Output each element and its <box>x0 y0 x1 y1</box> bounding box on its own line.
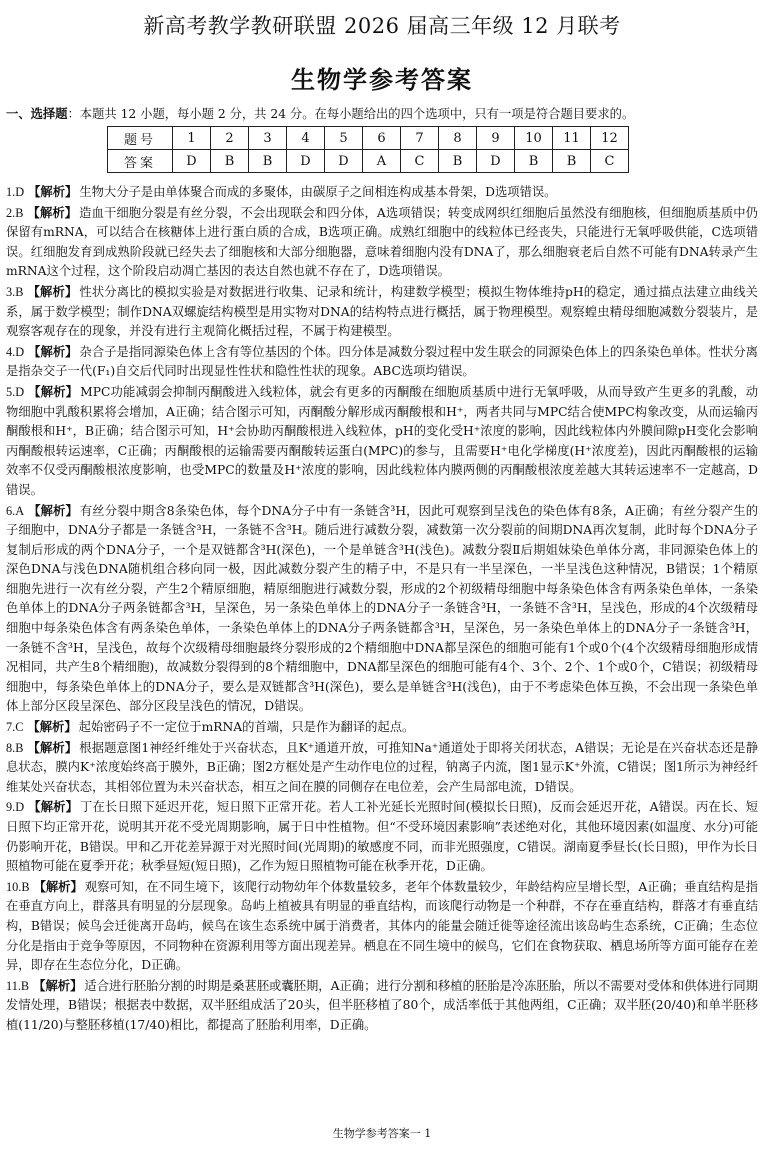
item-text: 起始密码子不一定位于mRNA的首端，只是作为翻译的起点。 <box>78 720 415 735</box>
item-number: 8. <box>6 740 16 755</box>
answer-cell: C <box>401 150 439 173</box>
item-answer: B <box>20 978 30 993</box>
analysis-tag: 【解析】 <box>27 739 78 755</box>
document-title: 生物学参考答案 <box>291 65 473 94</box>
question-number: 3 <box>249 127 287 150</box>
section-instructions: ：本题共 12 小题，每小题 2 分，共 24 分。在每小题给出的四个选项中，只有一项是符合题目要求的。 <box>67 107 635 121</box>
explanation-item <box>6 182 758 203</box>
item-text: 杂合子是指同源染色体上含有等位基因的个体。四分体是减数分裂过程中发生联会的同源染色体上的四条染色单体。性状分离是指杂交子一代(F₁)自交后代同时出现显性性状和隐性性状的现象。ABC选项均错误。 <box>6 344 758 379</box>
item-answer: D <box>15 185 25 199</box>
item-number: 4. <box>6 344 16 359</box>
question-number-row <box>108 127 629 150</box>
analysis-tag: 【解析】 <box>28 799 79 815</box>
analysis-tag: 【解析】 <box>33 977 83 993</box>
explanation-item <box>6 877 758 976</box>
item-number: 11. <box>6 978 21 993</box>
item-answer: D <box>15 344 25 359</box>
explanation-item <box>6 382 758 501</box>
question-number: 6 <box>363 127 401 150</box>
item-text: MPC功能减弱会抑制丙酮酸进入线粒体，就会有更多的丙酮酸在细胞质基质中进行无氧呼吸，从而导致产生更多的乳酸，动物细胞中乳酸积累将会增加，A正确；结合图示可知，丙酮酸分解形成丙酮酸根和H⁺，两者共同与MPC结合使MPC构象改变，从而运输丙酮酸根和H⁺，B正确；结合图示可知，H⁺会协助丙酮酸根进入线粒体，pH的变化受H⁺浓度的影响，因此线粒体内外膜间隙pH变化会影响丙酮酸根转运速率，C正确；丙酮酸根的运输需要丙酮酸转运蛋白(MPC)的参与，且需要H⁺电化学梯度(H⁺浓度差)，因此丙酮酸根的运输效率不仅受丙酮酸根浓度影响，也受MPC的数量及H⁺浓度的影响，因此线粒体内膜两侧的丙酮酸根浓度差越大其转运速率不一定越高，D错误。 <box>6 384 758 497</box>
item-answer: C <box>15 720 24 735</box>
answer-cell: B <box>439 150 477 173</box>
page-footer: 生物学参考答案一 1 <box>332 1127 432 1140</box>
answer-cell: D <box>287 150 325 173</box>
answer-cell: D <box>173 150 211 173</box>
answer-cell: D <box>325 150 363 173</box>
item-number: 6. <box>6 503 16 518</box>
item-number: 5. <box>6 384 16 399</box>
question-number: 10 <box>515 127 553 150</box>
explanation-item <box>6 717 758 738</box>
analysis-tag: 【解析】 <box>28 343 78 359</box>
answer-row <box>108 150 629 173</box>
analysis-tag: 【解析】 <box>28 383 79 399</box>
answer-cell: D <box>477 150 515 173</box>
item-text: 造血干细胞分裂是有丝分裂，不会出现联会和四分体，A选项错误；转变成网织红细胞后虽然没有细胞核，但细胞质基质中仍保留有mRNA，可以结合在核糖体上进行蛋白质的合成，B选项正确。成熟红细胞中的线粒体已经丧失，只能进行无氧呼吸供能，C选项错误。红细胞发育到成熟阶段就已经失去了细胞核和大部分细胞器，意味着细胞内没有DNA了，那么细胞衰老后自然不可能有DNA转录产生mRNA这个过程，这个阶段启动凋亡基因的表达自然也就不存在了，D选项错误。 <box>6 205 758 279</box>
question-number: 4 <box>287 127 325 150</box>
item-number: 10. <box>6 879 22 894</box>
question-number: 8 <box>439 127 477 150</box>
item-text: 根据题意图1神经纤维处于兴奋状态，且K⁺通道开放，可推知Na⁺通道处于即将关闭状态，A错误；无论是在兴奋状态还是静息状态，膜内K⁺浓度始终高于膜外，B正确；图2方框处是产生动作电位的过程，钠离子内流，图1显示K⁺外流，C错误；图1所示为神经纤维某处兴奋状态，其相邻位置为未兴奋状态，相互之间在膜的同侧存在电位差，会产生局部电流，D错误。 <box>6 740 758 794</box>
item-text: 性状分离比的模拟实验是对数据进行收集、记录和统计，构建数学模型；模拟生物体维持pH的稳定，通过描点法建立曲线关系，属于数学模型；制作DNA双螺旋结构模型是用实物对DNA的结构特点进行概括，属于物理模型。观察蝗虫精母细胞减数分裂装片，是观察客观存在的现象，并没有进行主观简化概括过程，不属于构建模型。 <box>6 284 758 339</box>
explanation-item <box>6 501 758 718</box>
item-text: 丁在长日照下延迟开花，短日照下正常开花。若人工补光延长光照时间(模拟长日照)，反而会延迟开花，A错误。丙在长、短日照下均正常开花，说明其开花不受光周期影响，属于日中性植物。但“不受环境因素影响”表述绝对化，其他环境因素(如温度、水分)可能仍影响开花，B错误。甲和乙开花差异源于对光照时间(光周期)的敏感度不同，而非光照强度，C错误。湖南夏季昼长(长日照)，甲作为长日照植物可能在夏季开花；秋季昼短(短日照)，乙作为短日照植物可能在秋季开花，D正确。 <box>6 800 758 874</box>
answer-cell: B <box>515 150 553 173</box>
answer-cell: B <box>249 150 287 173</box>
question-number: 1 <box>173 127 211 150</box>
item-text: 生物大分子是由单体聚合而成的多聚体，由碳原子之间相连构成基本骨架，D选项错误。 <box>79 185 557 199</box>
item-answer: B <box>21 879 30 894</box>
section-label: 一、选择题 <box>6 106 68 121</box>
item-number: 1. <box>6 185 16 199</box>
answer-cell: C <box>591 150 629 173</box>
row-label-answer: 答案 <box>108 150 173 173</box>
item-number: 2. <box>6 205 16 220</box>
analysis-tag: 【解析】 <box>33 878 83 894</box>
item-text: 有丝分裂中期含8条染色体，每个DNA分子中有一条链含³H，因此可观察到呈浅色的染色体有8条，A正确；有丝分裂产生的子细胞中，DNA分子都是一条链含³H，一条链不含³H。随后进行减数分裂，减数第一次分裂前的间期DNA再次复制，此时每个DNA分子复制后形成的两个DNA分子，一个是双链都含³H(深色)，一个是单链含³H(浅色)。减数分裂Ⅱ后期姐妹染色单体分离，非同源染色体上的深色DNA与浅色DNA随机组合移向同一极，因此减数分裂产生的精子中，不是只有一半呈深色，一半呈浅色这种情况，B错误；1个精原细胞先进行一次有丝分裂，产生2个精原细胞，精原细胞进行减数分裂，形成的2个初级精母细胞中每条染色体含有两条染色单体，一条染色单体上的DNA分子两条链都含³H，呈深色，另一条染色单体上的DNA分子一条链含³H，一条链不含³H，呈浅色，形成的4个次级精母细胞中每条染色体含有两条染色单体，一条染色单体上的DNA分子两条链都含³H，呈深色，另一条染色单体上的DNA分子一条链含³H，一条链不含³H，呈浅色，故每个次级精母细胞最终分裂形成的2个精细胞中DNA都呈深色的细胞可能有1个或0个(4个次级精母细胞形成情况相同，共产生8个精细胞)，故减数分裂得到的8个精细胞中，DNA都呈深色的细胞可能有4个、3个、2个、1个或0个，C错误；初级精母细胞中，每条染色单体上的DNA分子，要么是双链都含³H(深色)，要么是单链含³H(浅色)，由于不考虑染色体互换，不会出现一条染色单体上部分区段呈深色、部分区段呈浅色的情况，D错误。 <box>6 503 758 714</box>
question-number: 7 <box>401 127 439 150</box>
row-label-number: 题号 <box>108 127 173 150</box>
item-answer: B <box>15 284 24 299</box>
answer-cell: A <box>363 150 401 173</box>
question-number: 12 <box>591 127 629 150</box>
explanation-item <box>6 342 758 382</box>
item-text: 适合进行胚胎分割的时期是桑葚胚或囊胚期，A正确；进行分割和移植的胚胎是冷冻胚胎，所以不需要对受体和供体进行同期发情处理，B错误；根据表中数据，双半胚组成活了20头，但半胚移植了80个，成活率低于其他两组，C正确；双半胚(20/40)和单半胚移植(11/20)与整胚移植(17/40)相比，都提高了胚胎利用率，D正确。 <box>6 978 758 1032</box>
item-number: 9. <box>6 800 16 815</box>
exam-title: 新高考教学教研联盟 2026 届高三年级 12 月联考 <box>143 14 621 38</box>
item-answer: B <box>15 740 24 755</box>
explanation-item <box>6 282 758 342</box>
analysis-tag: 【解析】 <box>27 204 78 220</box>
analysis-tag: 【解析】 <box>27 283 78 299</box>
explanation-item <box>6 797 758 876</box>
item-answer: A <box>15 503 25 518</box>
question-number: 11 <box>553 127 591 150</box>
answer-cell: B <box>211 150 249 173</box>
answer-table <box>107 126 629 173</box>
section-heading <box>6 104 758 122</box>
explanation-item <box>6 976 758 1036</box>
question-number: 2 <box>211 127 249 150</box>
item-answer: B <box>15 205 24 220</box>
explanation-item <box>6 203 758 282</box>
explanation-item <box>6 738 758 798</box>
question-number: 5 <box>325 127 363 150</box>
analysis-tag: 【解析】 <box>27 719 77 735</box>
question-number: 9 <box>477 127 515 150</box>
item-number: 7. <box>6 720 16 735</box>
item-answer: D <box>15 384 25 399</box>
analysis-tag: 【解析】 <box>28 184 78 199</box>
item-number: 3. <box>6 284 16 299</box>
item-text: 观察可知，在不同生境下，该爬行动物幼年个体数量较多，老年个体数量较少，年龄结构应呈增长型，A正确；垂直结构是指在垂直方向上，群落具有明显的分层现象。岛屿上植被具有明显的垂直结构，而该爬行动物是一个种群，不存在垂直结构，群落才有垂直结构，B错误；候鸟会迁徙离开岛屿，候鸟在该生态系统中属于消费者，其体内的能量会随迁徙等途径流出该岛屿生态系统，C正确；生态位分化是指由于竞争等原因，不同物种在资源利用等方面出现差异。栖息在不同生境中的候鸟，它们在食物获取、栖息场所等方面可能存在差异，即存在生态位分化，D正确。 <box>6 879 758 973</box>
item-answer: D <box>15 800 25 815</box>
analysis-tag: 【解析】 <box>28 502 78 518</box>
answer-cell: B <box>553 150 591 173</box>
explanations <box>6 182 758 1036</box>
